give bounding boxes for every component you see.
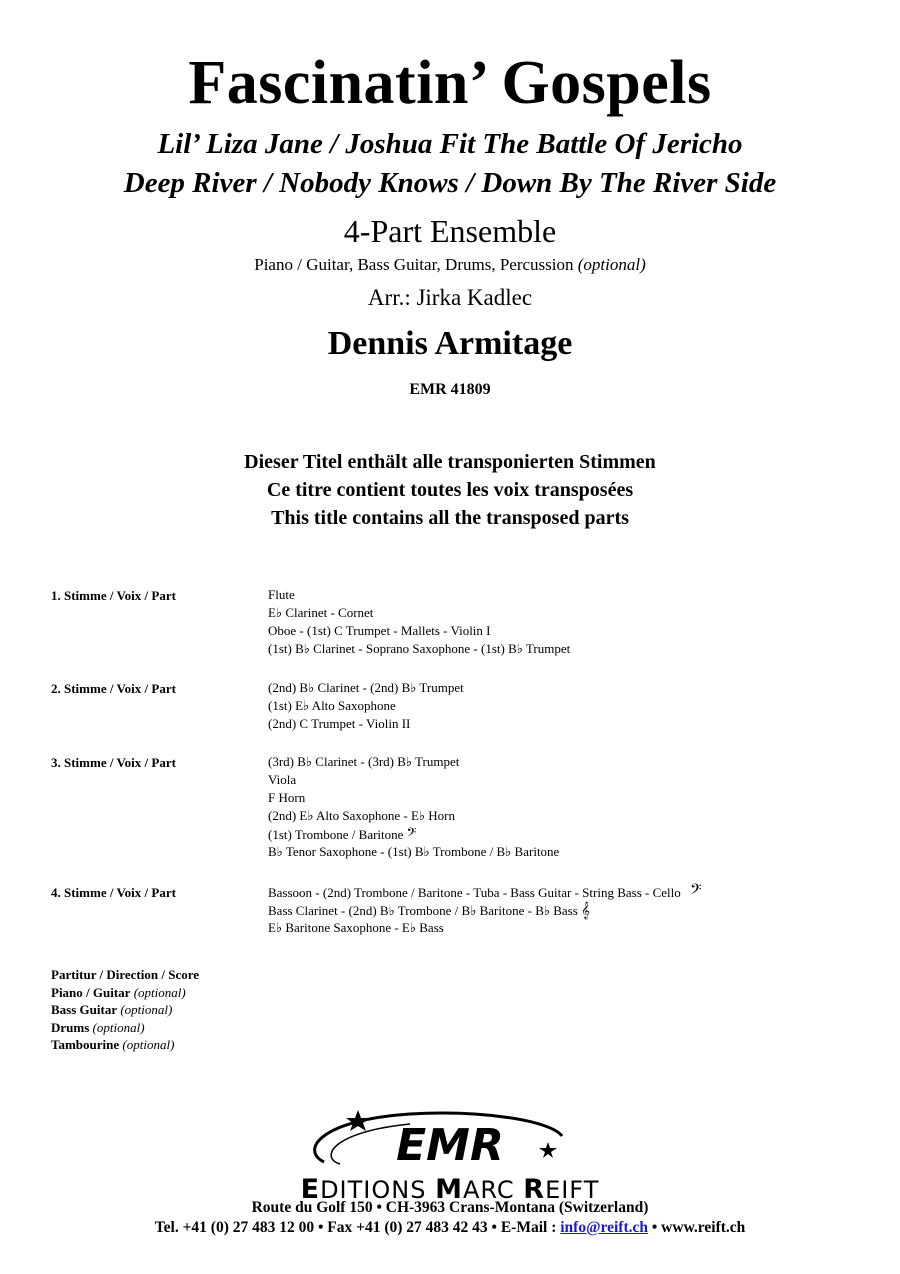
part-3-instrument: (2nd) E♭ Alto Saxophone - E♭ Horn [268,808,456,823]
part-4-label: 4. Stimme / Voix / Part [51,885,176,900]
part-1-instruments [268,586,570,658]
publisher-name-part: EIFT [545,1176,600,1204]
part-3-instrument: (3rd) B♭ Clarinet - (3rd) B♭ Trumpet [268,754,460,769]
part-4-instruments [268,883,702,937]
publisher-name-part: R [523,1174,546,1205]
bass-clef-icon: 𝄢 [406,825,417,843]
extra-part-note: (optional) [92,1019,145,1035]
publisher-name-part: ARC [462,1176,524,1204]
part-3-instrument: F Horn [268,790,306,805]
extra-part [51,1001,199,1019]
extra-part [51,966,199,984]
page-title: Fascinatin’ Gospels [188,49,712,117]
treble-clef-icon: 𝄞 [581,901,590,919]
extra-part [51,1019,199,1037]
extra-part-name: Piano / Guitar [51,984,131,1000]
notice-french: Ce titre contient toutes les voix transposées [266,479,634,501]
contact-website: • www.reift.ch [648,1219,746,1236]
extra-part [51,984,199,1002]
publisher-address: Route du Golf 150 • CH-3963 Crans-Montana (Switzerland) [251,1199,649,1216]
part-2-instrument: (2nd) C Trumpet - Violin II [268,716,411,731]
publisher-name-part: DITIONS [320,1176,436,1204]
subtitle-line-1: Lil’ Liza Jane / Joshua Fit The Battle Of Jericho [157,128,743,160]
extra-part-name: Bass Guitar [51,1002,118,1017]
part-3-instruments [268,753,559,861]
part-1-instrument: E♭ Clarinet - Cornet [268,605,374,620]
part-3-label: 3. Stimme / Voix / Part [51,755,176,770]
extra-part-name: Tambourine [51,1037,120,1052]
subtitle-line-2: Deep River / Nobody Knows / Down By The River Side [123,167,777,199]
instrumentation [0,255,900,275]
publisher-name-part: M [435,1174,463,1205]
notice-german: Dieser Titel enthält alle transponierten Stimmen [244,451,656,473]
extra-part-note: (optional) [122,1037,175,1052]
part-3-instrument: (1st) Trombone / Baritone [268,827,404,842]
email-link[interactable]: info@reift.ch [560,1219,648,1236]
part-2-instrument: (1st) E♭ Alto Saxophone [268,698,396,713]
part-3-instrument-with-clef [268,825,559,843]
composer: Dennis Armitage [327,325,573,362]
arranger: Arr.: Jirka Kadlec [367,285,533,310]
part-2-instrument: (2nd) B♭ Clarinet - (2nd) B♭ Trumpet [268,680,464,695]
part-4-instrument: E♭ Baritone Saxophone - E♭ Bass [268,920,444,935]
contact-phone-fax: Tel. +41 (0) 27 483 12 00 • Fax +41 (0) 27 483 42 43 • E-Mail : [154,1219,561,1236]
part-4-instrument: Bassoon - (2nd) Trombone / Baritone - Tuba - Bass Guitar - String Bass - Cello [268,885,681,900]
extra-part-name: Drums [51,1019,90,1035]
part-4-instrument-with-clef [268,883,702,901]
publisher-contact [0,1219,900,1237]
extra-part [51,1036,199,1054]
part-1-instrument: Oboe - (1st) C Trumpet - Mallets - Violin I [268,623,491,638]
logo-text: EMR [396,1120,504,1171]
extra-part-note: (optional) [133,984,186,1000]
publisher-name-part: E [300,1174,321,1205]
additional-parts [51,966,199,1054]
extra-part-name: Partitur / Direction / Score [51,967,200,982]
part-1-instrument: (1st) B♭ Clarinet - Soprano Saxophone - (1st) B♭ Trumpet [268,641,571,656]
instrumentation-text: Piano / Guitar, Bass Guitar, Drums, Percussion [254,255,574,274]
part-3-instrument: Viola [268,772,297,787]
emr-logo [300,1106,600,1172]
instrumentation-optional: (optional) [577,255,646,274]
part-2-label: 2. Stimme / Voix / Part [51,681,176,696]
ensemble-type: 4-Part Ensemble [343,213,557,249]
part-1-label: 1. Stimme / Voix / Part [51,588,176,603]
part-4-instrument-with-clef [268,901,702,919]
extra-part-note: (optional) [120,1002,173,1017]
notice-english: This title contains all the transposed parts [271,507,629,529]
bass-clef-icon: 𝄢 [690,881,702,902]
catalog-number: EMR 41809 [409,381,491,398]
part-4-instrument: Bass Clarinet - (2nd) B♭ Trombone / B♭ Baritone - B♭ Bass [268,903,578,918]
part-1-instrument: Flute [268,587,295,602]
part-2-instruments [268,679,464,733]
part-3-instrument: B♭ Tenor Saxophone - (1st) B♭ Trombone / B♭ Baritone [268,844,560,859]
